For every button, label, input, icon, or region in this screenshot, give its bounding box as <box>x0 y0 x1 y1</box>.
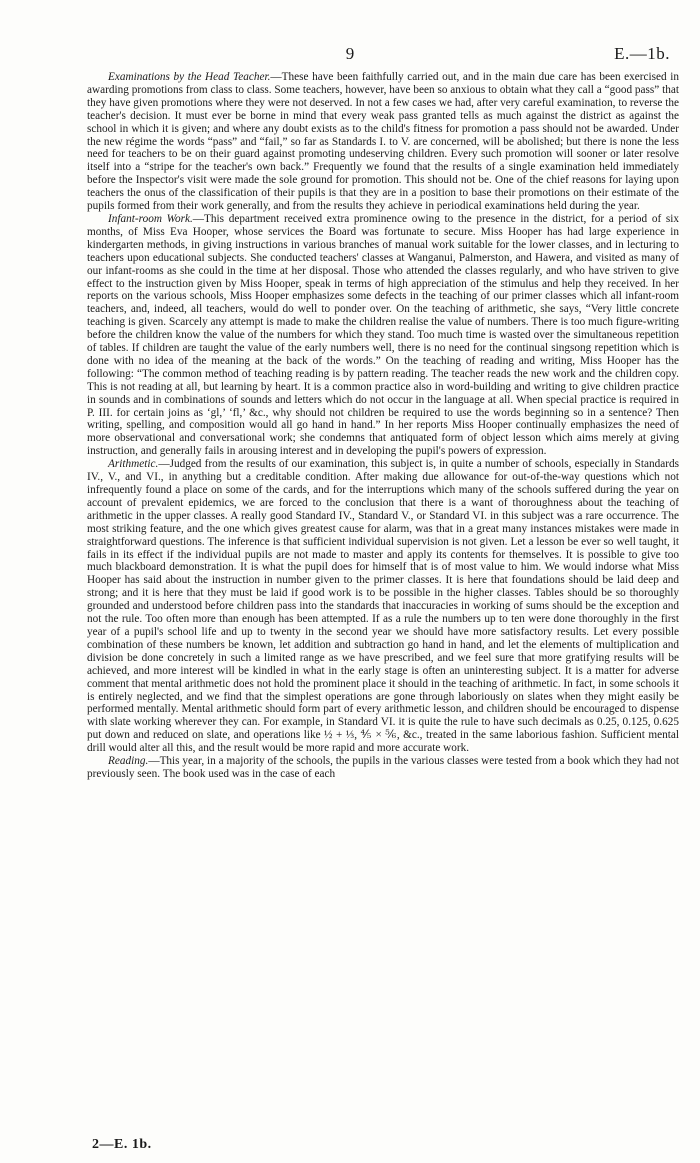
page-number: 9 <box>345 44 355 63</box>
paragraph-body: —This year, in a majority of the schools, the pupils in the various classes were tested from a book which they had not previously seen. The book used was in the case of each <box>87 755 679 780</box>
paragraph-heading: Reading. <box>108 755 149 768</box>
paragraph-heading: Arithmetic. <box>108 458 159 471</box>
paragraph-arithmetic <box>87 458 679 755</box>
document-reference: E.—1b. <box>614 44 670 63</box>
paragraph-examinations <box>87 71 679 213</box>
paragraph-infant-room-work <box>87 213 679 458</box>
paragraph-heading: Infant-room Work. <box>108 212 193 225</box>
paragraph-body: —Judged from the results of our examination, this subject is, in quite a number of schools, especially in Standards IV., V., and VI., in anything but a creditable condition. After making due allowance for out-of-the-way questions which not infrequently found a place on some of the cards, and for the interruptions which many of the schools suffered during the year on account of prevalent epidemics, we are forced to the conclusion that there is a want of thoroughness about the teaching of arithmetic in the upper classes. A really good Standard IV., Standard V., or Standard VI. in this subject was a rare occurrence. The most striking feature, and the one which gives greatest cause for alarm, was that in a great many instances mistakes were made in straightforward questions. The inference is that sufficient individual supervision is not given. Let a lesson be ever so well taught, it fails in its effect if the individual pupils are not made to master and apply its contents for themselves. It is possible to give too much blackboard demonstration. It is what the pupil does for himself that is of most value to him. We would indorse what Miss Hooper has said about the instruction in number given to the primer classes. It is here that foundations should be laid deep and strong; and it is here that they must be laid if good work is to be possible in the higher classes. Tables should be so thoroughly grounded and understood before children pass into the standards that inaccuracies in working of sums should be the exception and not the rule. Too often more than enough has been attempted. If as a rule the numbers up to ten were done thoroughly in the first year of a pupil's school life and up to twenty in the second year we should have more satisfactory results. Let every possible combination of these numbers be known, let addition and subtraction go hand in hand, and let the elements of multiplication and division be done concretely in such a limited range as we have prescribed, and we feel sure that more gratifying results will be achieved, and more interest will be kindled in what in the early stage is often an uninteresting subject. It is a matter for adverse comment that mental arithmetic does not hold the prominent place it should in the teaching of arithmetic. In fact, in some schools it is entirely neglected, and we find that the simplest operations are gone through laboriously on slates when they might easily be performed mentally. Mental arithmetic should form part of every arithmetic lesson, and children should be encouraged to dispense with slate working wherever they can. For example, in Standard VI. it is quite the rule to have such decimals as 0.25, 0.125, 0.625 put down and reduced on slate, and operations like ½ + ⅓, ⅘ × ⅚, &c., treated in the same laborious fashion. Sufficient mental drill would alter all this, and the result would be more rapid and more accurate work. <box>87 458 679 755</box>
paragraph-reading <box>87 755 679 781</box>
paragraph-body: —These have been faithfully carried out, and in the main due care has been exercised in awarding promotions from class to class. Some teachers, however, have been so anxious to obtain what they call a “good pass” that they have given promotions where they were not deserved. In not a few cases we had, after very careful examination, to reverse the teacher's decision. It must ever be borne in mind that every weak pass granted tells as much against the district as against the school in which it is given; and where any doubt exists as to the child's fitness for promotion a pass should not be awarded. Under the new régime the words “pass” and “fail,” so far as Standards I. to V. are concerned, will be abolished; but there is none the less need for teachers to be on their guard against promoting undeserving children. Every such promotion will sooner or later resolve itself into a “stripe for the teacher's own back.” Frequently we found that the results of a single examination held immediately before the Inspector's visit were made the sole ground for promotion. This should not be. One of the chief reasons for laying upon teachers the onus of the classification of their pupils is that they are in a position to base their promotions on their estimate of the pupils formed from their work generally, and from the results they achieve in periodical examinations held during the year. <box>87 71 679 213</box>
printer-signature: 2—E. 1b. <box>92 1137 152 1152</box>
paragraph-body: —This department received extra prominence owing to the presence in the district, for a period of six months, of Miss Eva Hooper, whose services the Board was fortunate to secure. Miss Hooper has had large experience in kindergarten methods, in giving instructions in various branches of manual work suitable for the lower classes, and in lecturing to teachers upon educational subjects. She conducted teachers' classes at Wanganui, Palmerston, and Hawera, and visited as many of our infant-rooms as she could in the time at her disposal. Those who attended the classes regularly, and who have striven to give effect to the instruction given by Miss Hooper, speak in terms of high appreciation of the stimulus and help they received. In her reports on the various schools, Miss Hooper emphasizes some defects in the teaching of our primer classes which all infant-room teachers, and, indeed, all teachers, would do well to ponder over. On the teaching of arithmetic, she says, “Very little concrete teaching is given. Scarcely any attempt is made to make the children realise the value of numbers. There is too much figure-writing before the children know the value of the numbers for which they stand. Too much time is wasted over the simultaneous repetition of tables. If children are taught the value of the early numbers well, there is no need for the continual singsong repetition which is done with no idea of the meaning at the back of the words.” On the teaching of reading and writing, Miss Hooper has the following: “The common method of teaching reading is by pattern reading. The teacher reads the new work and the children copy. This is not reading at all, but learning by heart. It is a common practice also in word-building and writing to give children practice in sounds and in combinations of sounds and letters which do not occur in the language at all. When special practice is required in P. III. for certain joins as ‘gl,’ ‘fl,’ &c., why should not children be required to use the words beginning so in a sentence? Then writing, spelling, and composition would all go hand in hand.” In her reports Miss Hooper continually emphasizes the need of more observational and conversational work; she condemns that antiquated form of object lesson which aims merely at giving instruction, and generally fails in arousing interest and in developing the pupil's powers of expression. <box>87 212 679 458</box>
body-text <box>87 71 679 781</box>
paragraph-heading: Examinations by the Head Teacher. <box>108 71 271 83</box>
